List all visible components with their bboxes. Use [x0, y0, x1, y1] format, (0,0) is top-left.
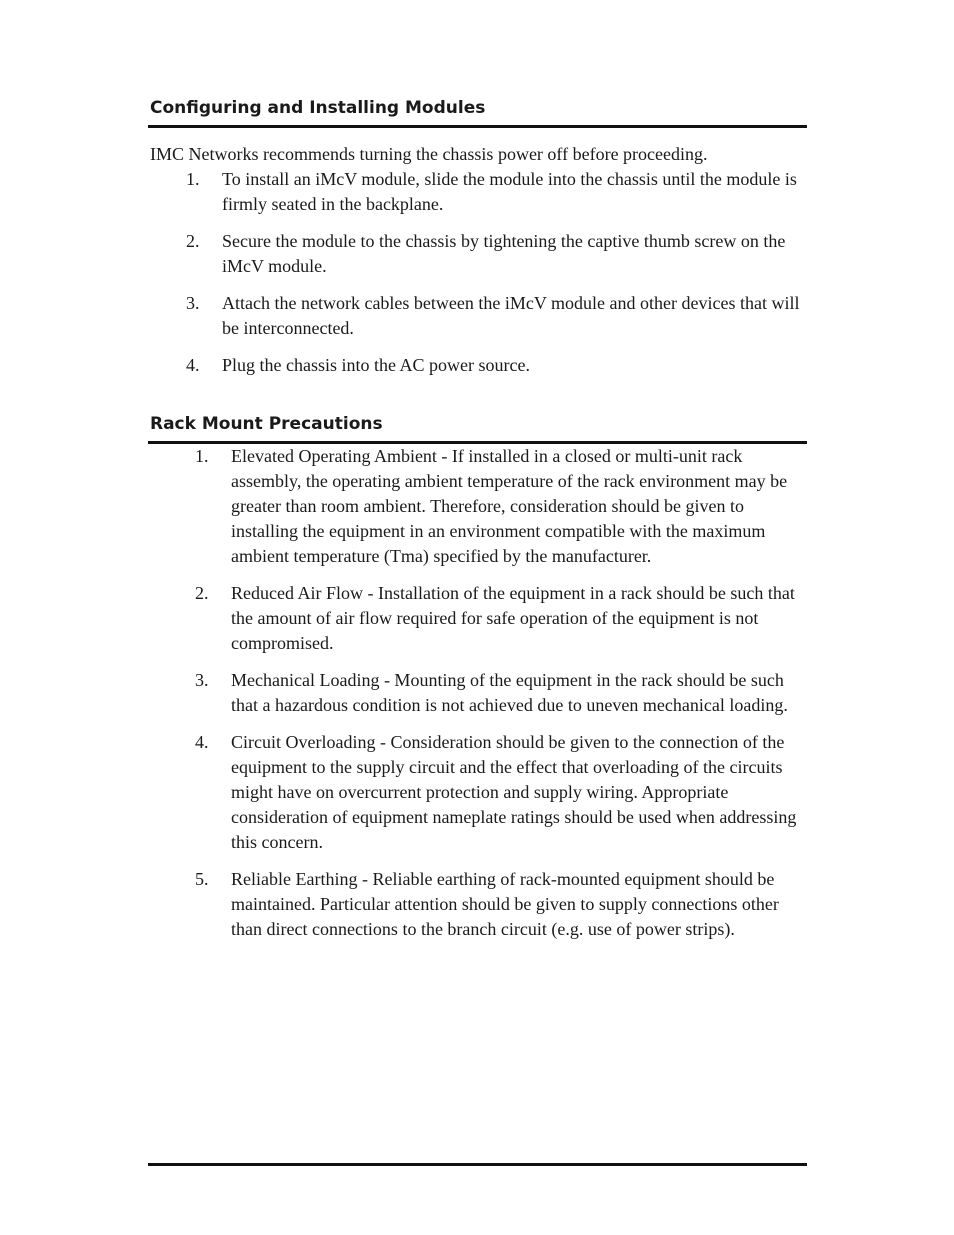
installation-steps-list: [150, 167, 806, 378]
section-heading: Configuring and Installing Modules: [150, 98, 486, 118]
section-configuring-modules: [150, 97, 806, 390]
list-item-number: 1.: [195, 446, 209, 466]
list-item-text: To install an iMcV module, slide the module into the chassis until the module is firmly seated in the backplane.: [222, 169, 797, 214]
list-item-text: Attach the network cables between the iMcV module and other devices that will be interconnected.: [222, 293, 800, 338]
footer-rule: [148, 1163, 807, 1166]
list-item-number: 2.: [186, 231, 200, 251]
list-item-text: Mechanical Loading - Mounting of the equipment in the rack should be such that a hazardous condition is not achieved due to uneven mechanical loading.: [231, 670, 788, 715]
list-item-number: 5.: [195, 869, 209, 889]
section-heading: Rack Mount Precautions: [150, 414, 383, 434]
list-item-text: Secure the module to the chassis by tightening the captive thumb screw on the iMcV module.: [222, 231, 786, 276]
section-rack-mount-precautions: [150, 413, 806, 954]
list-item-number: 2.: [195, 583, 209, 603]
list-item-number: 4.: [195, 732, 209, 752]
list-item-text: Reliable Earthing - Reliable earthing of rack-mounted equipment should be maintained. Particular attention should be given to supply connections other than direct connections to the branch circuit (e.g. use of power strips).: [231, 869, 779, 939]
list-item: [150, 353, 806, 378]
list-item-text: Circuit Overloading - Consideration should be given to the connection of the equipment to the supply circuit and the effect that overloading of the circuits might have on overcurrent protection and supply wiring. Appropriate consideration of equipment nameplate ratings should be used when addressing this concern.: [231, 732, 797, 852]
list-item-text: Plug the chassis into the AC power source.: [222, 355, 530, 375]
list-item-number: 3.: [186, 293, 200, 313]
list-item: [150, 730, 806, 855]
list-item: [150, 291, 806, 341]
list-item: [150, 668, 806, 718]
list-item: [150, 581, 806, 656]
precautions-list: [150, 444, 806, 942]
intro-paragraph: IMC Networks recommends turning the chassis power off before proceeding.: [150, 144, 708, 164]
list-item: [150, 867, 806, 942]
list-item-number: 1.: [186, 169, 200, 189]
list-item: [150, 229, 806, 279]
list-item-number: 4.: [186, 355, 200, 375]
list-item-number: 3.: [195, 670, 209, 690]
list-item: [150, 444, 806, 569]
list-item-text: Reduced Air Flow - Installation of the equipment in a rack should be such that the amount of air flow required for safe operation of the equipment is not compromised.: [231, 583, 795, 653]
list-item: [150, 167, 806, 217]
heading-rule: [148, 125, 807, 128]
list-item-text: Elevated Operating Ambient - If installed in a closed or multi-unit rack assembly, the operating ambient temperature of the rack environment may be greater than room ambient. Therefore, consideration should be given to installing the equipment in an environment compatible with the maximum ambient temperature (Tma) specified by the manufacturer.: [231, 446, 788, 566]
